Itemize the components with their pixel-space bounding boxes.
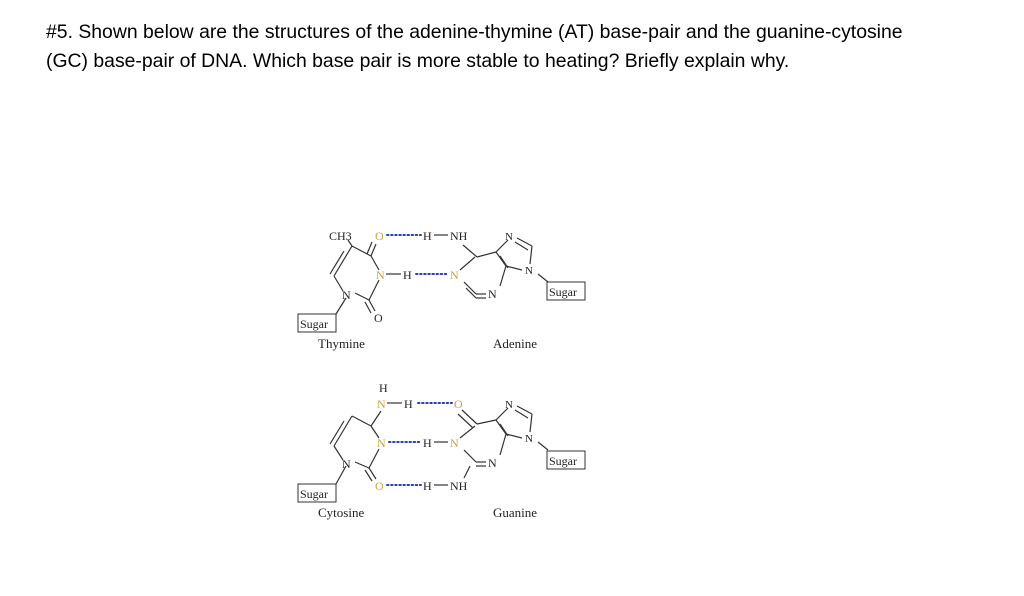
guanine-imidazole-n-top: N <box>505 399 513 411</box>
gc-base-pair <box>298 381 585 520</box>
guanine-ring-n: N <box>488 456 497 470</box>
thymine-o-acceptor: O <box>375 229 384 243</box>
thymine-ring <box>330 240 379 314</box>
cytosine-caption: Cytosine <box>318 505 365 520</box>
sugar-label-adenine: Sugar <box>549 285 577 299</box>
sugar-label-thymine: Sugar <box>300 317 328 331</box>
cytosine-o-acceptor: O <box>375 479 384 493</box>
at-hbond1-hydrogen: H <box>423 229 432 243</box>
adenine-imidazole-n-right: N <box>525 265 533 277</box>
at-base-pair <box>298 229 585 351</box>
cytosine-ring-n: N <box>342 457 351 471</box>
cytosine-amine-h: H <box>379 381 388 395</box>
adenine-imidazole-n-top: N <box>505 231 513 243</box>
gc-hbond2-hydrogen: H <box>423 436 432 450</box>
thymine-ring-n: N <box>342 288 351 302</box>
guanine-n-donor: N <box>450 436 459 450</box>
adenine-caption: Adenine <box>493 336 538 351</box>
question-text: #5. Shown below are the structures of the adenine-thymine (AT) base-pair and the guanine-cytosine (GC) base-pair of DNA. Which base pair is more stable to heating? Briefly explain why. <box>46 21 903 72</box>
at-hbond2-hydrogen: H <box>403 268 412 282</box>
cytosine-n-acceptor: N <box>377 436 386 450</box>
adenine-ring-n: N <box>488 287 497 301</box>
adenine-nh-donor: NH <box>450 229 468 243</box>
sugar-label-cytosine: Sugar <box>300 487 328 501</box>
sugar-label-guanine: Sugar <box>549 454 577 468</box>
adenine-rings <box>460 238 548 298</box>
guanine-imidazole-n-right: N <box>525 433 533 445</box>
guanine-caption: Guanine <box>493 505 538 520</box>
cytosine-ring <box>330 411 381 484</box>
cytosine-n-donor-top: N <box>377 397 386 411</box>
gc-hbond3-hydrogen: H <box>423 479 432 493</box>
methyl-label: CH3 <box>329 229 352 243</box>
thymine-n-donor: N <box>376 268 385 282</box>
guanine-o-acceptor: O <box>454 397 463 411</box>
thymine-caption: Thymine <box>318 336 365 351</box>
guanine-nh-donor: NH <box>450 479 468 493</box>
thymine-o-bottom: O <box>374 311 383 325</box>
guanine-rings <box>458 406 548 478</box>
adenine-n-acceptor: N <box>450 268 459 282</box>
gc-hbond1-hydrogen: H <box>404 397 413 411</box>
